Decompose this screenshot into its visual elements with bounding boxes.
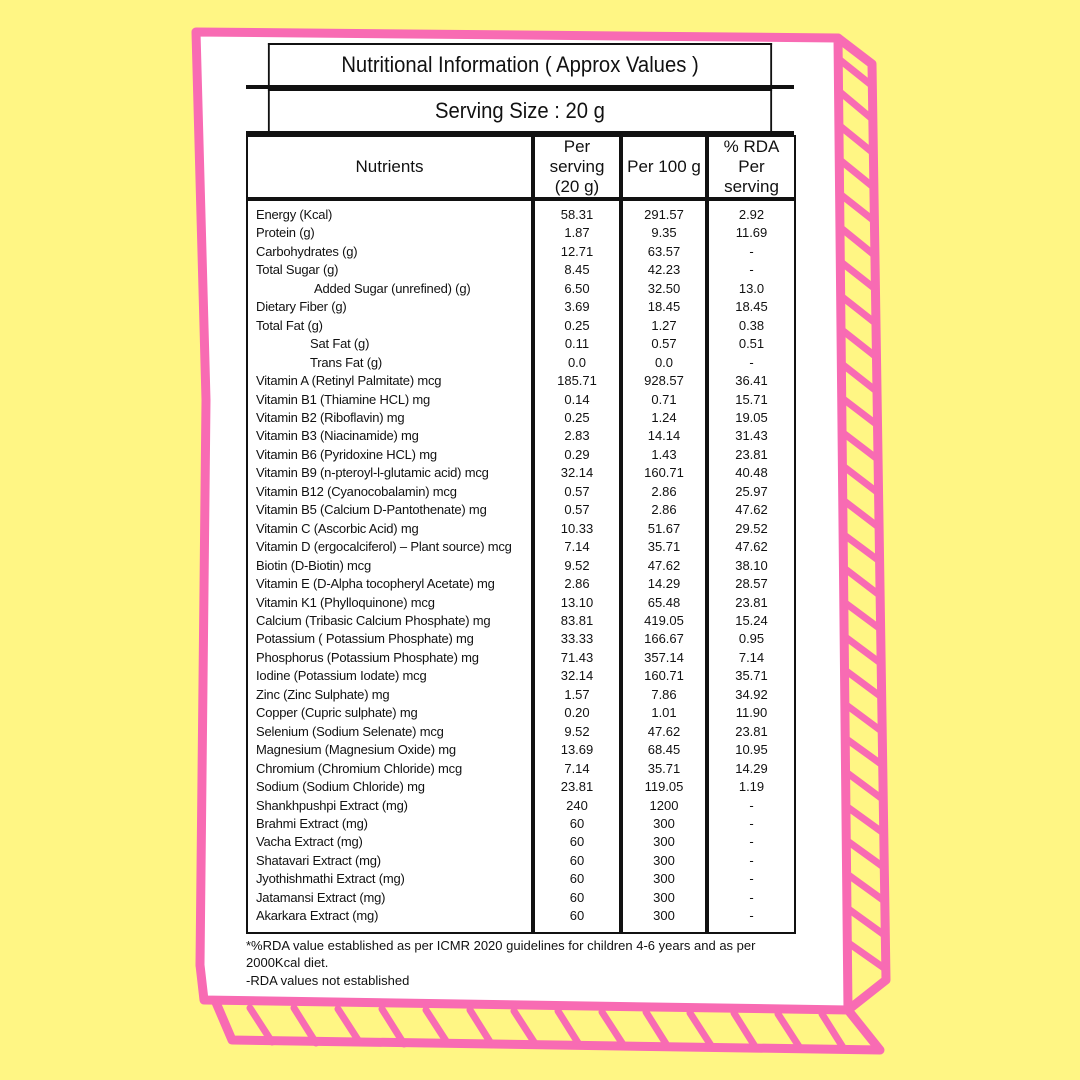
per-serving-value: 1.87 bbox=[533, 224, 621, 242]
per-serving-value: 3.69 bbox=[533, 298, 621, 316]
rda-value: 1.19 bbox=[738, 779, 765, 795]
rda-value: 31.43 bbox=[735, 428, 768, 444]
per-serving-value: 13.69 bbox=[533, 741, 621, 759]
nutrient-name: Copper (Cupric sulphate) mg bbox=[247, 704, 533, 722]
rda-value: 18.45 bbox=[735, 299, 768, 315]
table-row bbox=[247, 243, 795, 261]
per-serving-value: 9.52 bbox=[533, 723, 621, 741]
per-100g-value: 68.45 bbox=[621, 741, 707, 759]
per-100g-value: 0.57 bbox=[621, 335, 707, 353]
rda-value: - bbox=[749, 908, 754, 924]
table-row bbox=[247, 391, 795, 409]
per-serving-value: 12.71 bbox=[533, 243, 621, 261]
header-nutrients: Nutrients bbox=[247, 136, 533, 199]
nutrient-name: Sodium (Sodium Chloride) mg bbox=[247, 778, 533, 796]
nutrition-label bbox=[246, 43, 794, 989]
rda-value: 23.81 bbox=[735, 723, 768, 739]
table-row bbox=[247, 815, 795, 833]
rda-value: 11.90 bbox=[735, 705, 768, 721]
per-100g-value: 32.50 bbox=[621, 280, 707, 298]
per-serving-value: 0.29 bbox=[533, 446, 621, 464]
per-serving-value: 23.81 bbox=[533, 778, 621, 796]
table-row bbox=[247, 649, 795, 667]
per-100g-value: 928.57 bbox=[621, 372, 707, 390]
rda-value: 36.41 bbox=[735, 373, 768, 389]
table-row bbox=[247, 686, 795, 704]
nutrient-name: Shankhpushpi Extract (mg) bbox=[247, 797, 533, 815]
per-100g-value: 0.71 bbox=[621, 391, 707, 409]
nutrient-name: Calcium (Tribasic Calcium Phosphate) mg bbox=[247, 612, 533, 630]
rda-value: 0.95 bbox=[738, 631, 765, 647]
per-100g-value: 14.29 bbox=[621, 575, 707, 593]
per-serving-value: 0.57 bbox=[533, 483, 621, 501]
per-serving-value: 10.33 bbox=[533, 520, 621, 538]
per-100g-value: 35.71 bbox=[621, 760, 707, 778]
label-title: Nutritional Information ( Approx Values ) bbox=[268, 43, 772, 85]
table-row bbox=[247, 409, 795, 427]
table-row bbox=[247, 612, 795, 630]
header-per-100g: Per 100 g bbox=[621, 136, 707, 199]
table-row bbox=[247, 446, 795, 464]
per-100g-value: 63.57 bbox=[621, 243, 707, 261]
per-100g-value: 300 bbox=[621, 833, 707, 851]
nutrient-name: Zinc (Zinc Sulphate) mg bbox=[247, 686, 533, 704]
rda-value: 40.48 bbox=[735, 465, 768, 481]
rda-value: 13.0 bbox=[738, 280, 765, 296]
table-row bbox=[247, 833, 795, 851]
nutrient-name: Vitamin B12 (Cyanocobalamin) mcg bbox=[247, 483, 533, 501]
rda-value: 0.38 bbox=[738, 317, 765, 333]
rda-value: 11.69 bbox=[735, 225, 768, 241]
rda-value: - bbox=[749, 889, 754, 905]
table-row bbox=[247, 723, 795, 741]
header-rda: % RDA Per serving bbox=[707, 136, 795, 199]
table-row bbox=[247, 427, 795, 445]
rda-value: - bbox=[749, 243, 754, 259]
table-row bbox=[247, 538, 795, 556]
table-row bbox=[247, 594, 795, 612]
table-row bbox=[247, 557, 795, 575]
table-row bbox=[247, 797, 795, 815]
nutrient-name: Protein (g) bbox=[247, 224, 533, 242]
nutrient-name: Biotin (D-Biotin) mcg bbox=[247, 557, 533, 575]
nutrient-name: Vitamin K1 (Phylloquinone) mcg bbox=[247, 594, 533, 612]
table-row bbox=[247, 870, 795, 888]
nutrient-name: Iodine (Potassium Iodate) mcg bbox=[247, 667, 533, 685]
nutrient-name: Sat Fat (g) bbox=[247, 335, 533, 353]
per-100g-value: 1.27 bbox=[621, 317, 707, 335]
per-100g-value: 291.57 bbox=[621, 199, 707, 224]
per-100g-value: 119.05 bbox=[621, 778, 707, 796]
per-100g-value: 51.67 bbox=[621, 520, 707, 538]
rda-value: - bbox=[749, 871, 754, 887]
nutrient-name: Vitamin B3 (Niacinamide) mg bbox=[247, 427, 533, 445]
footnotes bbox=[246, 937, 794, 990]
rda-value: 23.81 bbox=[735, 594, 768, 610]
rda-value: - bbox=[749, 834, 754, 850]
per-serving-value: 13.10 bbox=[533, 594, 621, 612]
per-serving-value: 83.81 bbox=[533, 612, 621, 630]
nutrient-name: Phosphorus (Potassium Phosphate) mg bbox=[247, 649, 533, 667]
per-serving-value: 0.14 bbox=[533, 391, 621, 409]
per-100g-value: 300 bbox=[621, 852, 707, 870]
per-100g-value: 0.0 bbox=[621, 354, 707, 372]
rda-value: 0.51 bbox=[738, 336, 765, 352]
rda-value: 47.62 bbox=[735, 502, 768, 518]
table-row bbox=[247, 372, 795, 390]
per-serving-value: 9.52 bbox=[533, 557, 621, 575]
nutrient-name: Total Sugar (g) bbox=[247, 261, 533, 279]
nutrient-name: Shatavari Extract (mg) bbox=[247, 852, 533, 870]
nutrient-name: Total Fat (g) bbox=[247, 317, 533, 335]
per-serving-value: 2.83 bbox=[533, 427, 621, 445]
table-row bbox=[247, 354, 795, 372]
per-100g-value: 1.43 bbox=[621, 446, 707, 464]
nutrient-name: Jyothishmathi Extract (mg) bbox=[247, 870, 533, 888]
per-100g-value: 300 bbox=[621, 889, 707, 907]
per-100g-value: 2.86 bbox=[621, 501, 707, 519]
nutrient-name: Selenium (Sodium Selenate) mcg bbox=[247, 723, 533, 741]
table-row bbox=[247, 778, 795, 796]
rda-value: 2.92 bbox=[738, 207, 765, 222]
nutrient-name: Potassium ( Potassium Phosphate) mg bbox=[247, 630, 533, 648]
table-row bbox=[247, 280, 795, 298]
per-serving-value: 60 bbox=[533, 852, 621, 870]
table-row bbox=[247, 520, 795, 538]
rda-value: - bbox=[749, 354, 754, 370]
rda-value: 35.71 bbox=[735, 668, 768, 684]
table-row bbox=[247, 667, 795, 685]
table-row bbox=[247, 630, 795, 648]
per-serving-value: 60 bbox=[533, 870, 621, 888]
per-100g-value: 419.05 bbox=[621, 612, 707, 630]
table-row bbox=[247, 261, 795, 279]
rda-value: - bbox=[749, 852, 754, 868]
table-row bbox=[247, 199, 795, 224]
nutrient-name: Vitamin A (Retinyl Palmitate) mcg bbox=[247, 372, 533, 390]
rda-value: 7.14 bbox=[738, 649, 765, 665]
nutrient-name: Vitamin B5 (Calcium D-Pantothenate) mg bbox=[247, 501, 533, 519]
per-serving-value: 240 bbox=[533, 797, 621, 815]
table-row bbox=[247, 501, 795, 519]
header-per-serving: Per serving (20 g) bbox=[533, 136, 621, 199]
footnote-rda-basis: *%RDA value established as per ICMR 2020 guidelines for children 4-6 years and as per 2000Kcal diet. bbox=[246, 937, 756, 971]
nutrient-name: Vitamin E (D-Alpha tocopheryl Acetate) mg bbox=[247, 575, 533, 593]
per-100g-value: 2.86 bbox=[621, 483, 707, 501]
per-serving-value: 0.0 bbox=[533, 354, 621, 372]
per-100g-value: 9.35 bbox=[621, 224, 707, 242]
serving-size-wrap bbox=[246, 85, 794, 135]
table-row bbox=[247, 335, 795, 353]
rda-value: - bbox=[749, 797, 754, 813]
nutrient-name: Added Sugar (unrefined) (g) bbox=[247, 280, 533, 298]
table-row bbox=[247, 464, 795, 482]
per-100g-value: 300 bbox=[621, 815, 707, 833]
table-row bbox=[247, 224, 795, 242]
per-100g-value: 300 bbox=[621, 870, 707, 888]
per-serving-value: 0.25 bbox=[533, 317, 621, 335]
per-serving-value: 32.14 bbox=[533, 667, 621, 685]
nutrient-name: Dietary Fiber (g) bbox=[247, 298, 533, 316]
per-100g-value: 1.24 bbox=[621, 409, 707, 427]
per-100g-value: 1.01 bbox=[621, 704, 707, 722]
per-serving-value: 0.57 bbox=[533, 501, 621, 519]
nutrient-name: Jatamansi Extract (mg) bbox=[247, 889, 533, 907]
per-100g-value: 35.71 bbox=[621, 538, 707, 556]
per-100g-value: 14.14 bbox=[621, 427, 707, 445]
nutrient-name: Energy (Kcal) bbox=[247, 199, 533, 224]
nutrient-name: Chromium (Chromium Chloride) mcg bbox=[247, 760, 533, 778]
serving-size: Serving Size : 20 g bbox=[268, 89, 772, 131]
per-serving-value: 8.45 bbox=[533, 261, 621, 279]
rda-value: - bbox=[749, 262, 754, 278]
table-row bbox=[247, 704, 795, 722]
rda-value: 34.92 bbox=[735, 686, 768, 702]
per-serving-value: 0.20 bbox=[533, 704, 621, 722]
per-serving-value: 185.71 bbox=[533, 372, 621, 390]
rda-value: 28.57 bbox=[735, 576, 768, 592]
table-body bbox=[247, 199, 795, 933]
nutrient-name: Vitamin B6 (Pyridoxine HCL) mg bbox=[247, 446, 533, 464]
per-100g-value: 1200 bbox=[621, 797, 707, 815]
per-serving-value: 0.25 bbox=[533, 409, 621, 427]
per-100g-value: 160.71 bbox=[621, 667, 707, 685]
rda-value: 23.81 bbox=[735, 446, 768, 462]
per-serving-value: 33.33 bbox=[533, 630, 621, 648]
footnote-not-established: -RDA values not established bbox=[246, 972, 410, 988]
nutrient-name: Akarkara Extract (mg) bbox=[247, 907, 533, 932]
rda-value: 10.95 bbox=[735, 742, 768, 758]
rda-value: 38.10 bbox=[735, 557, 768, 573]
nutrient-name: Vitamin C (Ascorbic Acid) mg bbox=[247, 520, 533, 538]
nutrient-name: Carbohydrates (g) bbox=[247, 243, 533, 261]
nutrient-name: Vacha Extract (mg) bbox=[247, 833, 533, 851]
table-row bbox=[247, 760, 795, 778]
per-serving-value: 71.43 bbox=[533, 649, 621, 667]
rda-value: 19.05 bbox=[735, 409, 768, 425]
per-serving-value: 7.14 bbox=[533, 538, 621, 556]
per-serving-value: 58.31 bbox=[533, 199, 621, 224]
nutrient-name: Vitamin B2 (Riboflavin) mg bbox=[247, 409, 533, 427]
per-serving-value: 60 bbox=[533, 815, 621, 833]
table-row bbox=[247, 889, 795, 907]
per-100g-value: 18.45 bbox=[621, 298, 707, 316]
per-100g-value: 166.67 bbox=[621, 630, 707, 648]
per-serving-value: 7.14 bbox=[533, 760, 621, 778]
table-row bbox=[247, 317, 795, 335]
per-100g-value: 160.71 bbox=[621, 464, 707, 482]
table-row bbox=[247, 907, 795, 932]
per-serving-value: 6.50 bbox=[533, 280, 621, 298]
per-serving-value: 32.14 bbox=[533, 464, 621, 482]
rda-value: 15.71 bbox=[735, 391, 768, 407]
per-100g-value: 300 bbox=[621, 907, 707, 932]
per-serving-value: 60 bbox=[533, 833, 621, 851]
rda-value: - bbox=[749, 815, 754, 831]
per-100g-value: 47.62 bbox=[621, 723, 707, 741]
rda-value: 15.24 bbox=[735, 612, 768, 628]
table-row bbox=[247, 298, 795, 316]
table-row bbox=[247, 483, 795, 501]
per-100g-value: 357.14 bbox=[621, 649, 707, 667]
per-100g-value: 47.62 bbox=[621, 557, 707, 575]
per-serving-value: 1.57 bbox=[533, 686, 621, 704]
table-row bbox=[247, 852, 795, 870]
per-serving-value: 60 bbox=[533, 889, 621, 907]
per-100g-value: 65.48 bbox=[621, 594, 707, 612]
per-100g-value: 7.86 bbox=[621, 686, 707, 704]
nutrient-name: Vitamin B1 (Thiamine HCL) mg bbox=[247, 391, 533, 409]
table-row bbox=[247, 741, 795, 759]
nutrient-name: Trans Fat (g) bbox=[247, 354, 533, 372]
nutrition-table bbox=[246, 135, 796, 934]
nutrient-name: Magnesium (Magnesium Oxide) mg bbox=[247, 741, 533, 759]
table-header-row bbox=[247, 136, 795, 199]
nutrient-name: Brahmi Extract (mg) bbox=[247, 815, 533, 833]
rda-value: 14.29 bbox=[735, 760, 768, 776]
nutrient-name: Vitamin D (ergocalciferol) – Plant source) mcg bbox=[247, 538, 533, 556]
nutrient-name: Vitamin B9 (n-pteroyl-l-glutamic acid) mcg bbox=[247, 464, 533, 482]
rda-value: 29.52 bbox=[735, 520, 768, 536]
per-serving-value: 60 bbox=[533, 907, 621, 932]
rda-value: 25.97 bbox=[735, 483, 768, 499]
per-100g-value: 42.23 bbox=[621, 261, 707, 279]
rda-value: 47.62 bbox=[735, 539, 768, 555]
per-serving-value: 2.86 bbox=[533, 575, 621, 593]
table-row bbox=[247, 575, 795, 593]
per-serving-value: 0.11 bbox=[533, 335, 621, 353]
